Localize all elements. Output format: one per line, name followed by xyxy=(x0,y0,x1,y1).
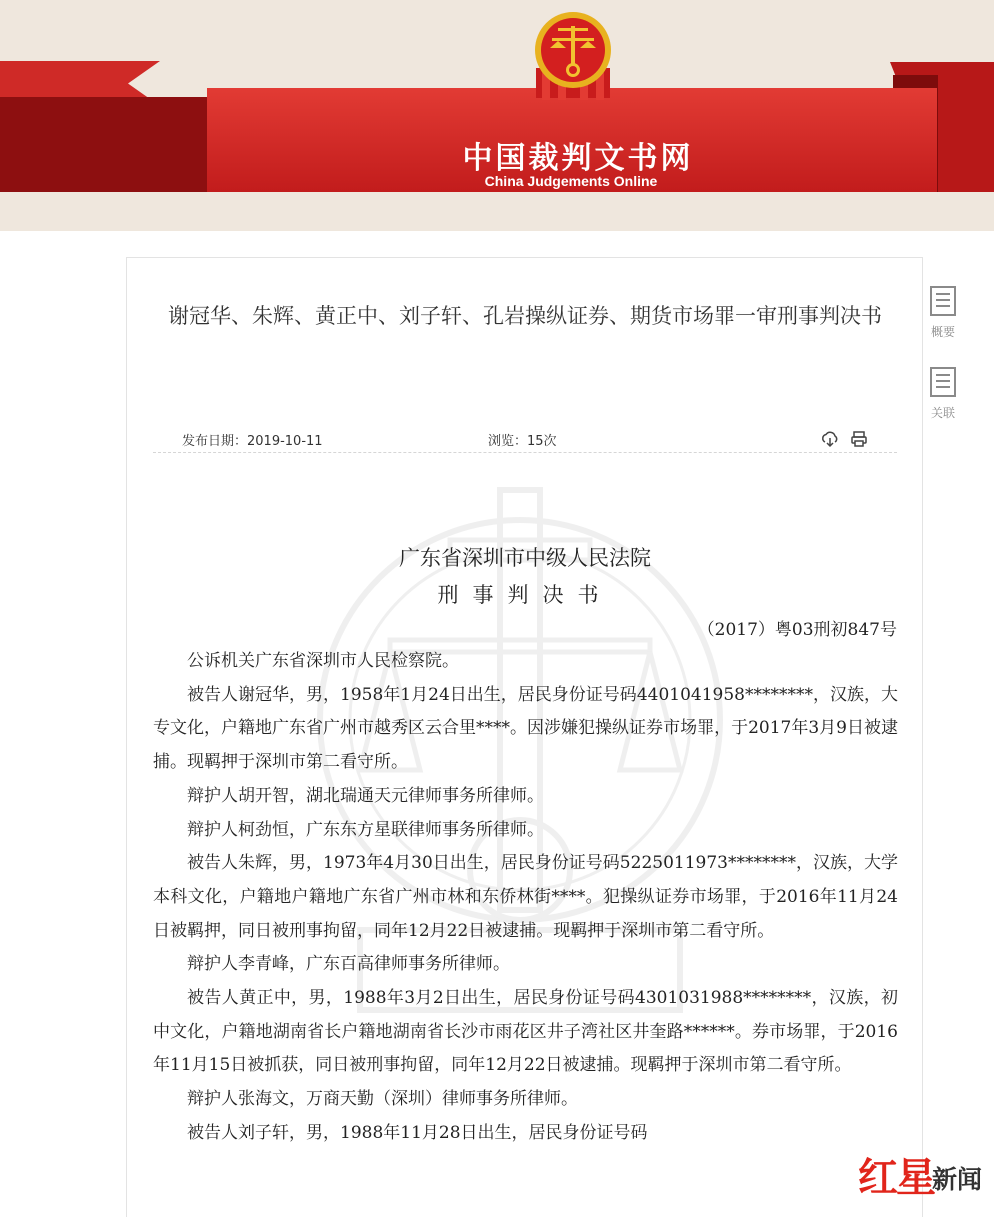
paragraph-defendant: 被告人刘子轩，男，1988年11月28日出生，居民身份证号码 xyxy=(187,1122,648,1143)
case-number: （2017）粤03刑初847号 xyxy=(697,620,897,640)
meta-divider xyxy=(153,452,897,453)
side-tool-label: 关联 xyxy=(930,406,955,420)
site-title: 中国裁判文书网 xyxy=(462,141,694,176)
side-tool-related[interactable] xyxy=(925,366,961,421)
court-name: 广东省深圳市中级人民法院 xyxy=(399,546,651,570)
side-tool-summary[interactable] xyxy=(925,285,961,340)
paragraph-defendant: 被告人谢冠华，男，1958年1月24日出生，居民身份证号码4401041958********，汉族，大专文化，户籍地广东省广州市越秀区云合里****。因涉嫌犯操纵证券市场罪，于2017年3月9日被逮捕。现羁押于深圳市第二看守所。 xyxy=(153,684,898,773)
paragraph-counsel: 辩护人柯劲恒，广东东方星联律师事务所律师。 xyxy=(187,819,544,840)
paragraph-defendant: 被告人朱辉，男，1973年4月30日出生，居民身份证号码5225011973********，汉族，大学本科文化，户籍地户籍地广东省广州市林和东侨林街****。犯操纵证券市场罪，于2016年11月24日被羁押，同日被刑事拘留，同年12月22日被逮捕。现羁押于深圳市第二看守所。 xyxy=(153,853,898,941)
document-title: 谢冠华、朱辉、黄正中、刘子轩、孔岩操纵证券、期货市场罪一审刑事判决书 xyxy=(168,304,882,328)
paragraph-counsel: 辩护人胡开智，湖北瑞通天元律师事务所律师。 xyxy=(187,785,544,806)
paragraph-counsel: 辩护人李青峰，广东百高律师事务所律师。 xyxy=(187,954,510,975)
site-subtitle: China Judgements Online xyxy=(484,173,658,189)
court-emblem-icon xyxy=(528,8,618,104)
logo-news-text: 新闻 xyxy=(932,1165,983,1194)
site-header xyxy=(0,0,994,231)
print-icon[interactable] xyxy=(850,430,868,448)
ribbon-left xyxy=(0,97,215,192)
document-list-icon xyxy=(929,285,957,317)
side-tool-label: 概要 xyxy=(930,325,955,339)
red-star-news-logo xyxy=(858,1146,988,1201)
view-count: 浏览：15次 xyxy=(488,434,557,449)
paragraph-defendant: 被告人黄正中，男，1988年3月2日出生，居民身份证号码4301031988********，汉族，初中文化，户籍地湖南省长户籍地湖南省长沙市雨花区井子湾社区井奎路******。券市场罪，于2016年11月15日被抓获，同日被刑事拘留，同年12月22日被逮捕。现羁押于深圳市第二看守所。 xyxy=(153,988,898,1076)
document-type: 刑事判决书 xyxy=(437,583,613,607)
download-icon[interactable] xyxy=(821,430,839,448)
publish-date: 发布日期：2019-10-11 xyxy=(182,434,323,449)
paragraph-counsel: 辩护人张海文，万商天勤（深圳）律师事务所律师。 xyxy=(187,1089,578,1110)
paragraph-prosecutor: 公诉机关广东省深圳市人民检察院。 xyxy=(187,651,459,671)
logo-char-xing: 星 xyxy=(896,1154,936,1201)
logo-char-hong: 红 xyxy=(858,1154,898,1201)
document-list-icon xyxy=(929,366,957,398)
judgement-body xyxy=(153,645,898,1151)
